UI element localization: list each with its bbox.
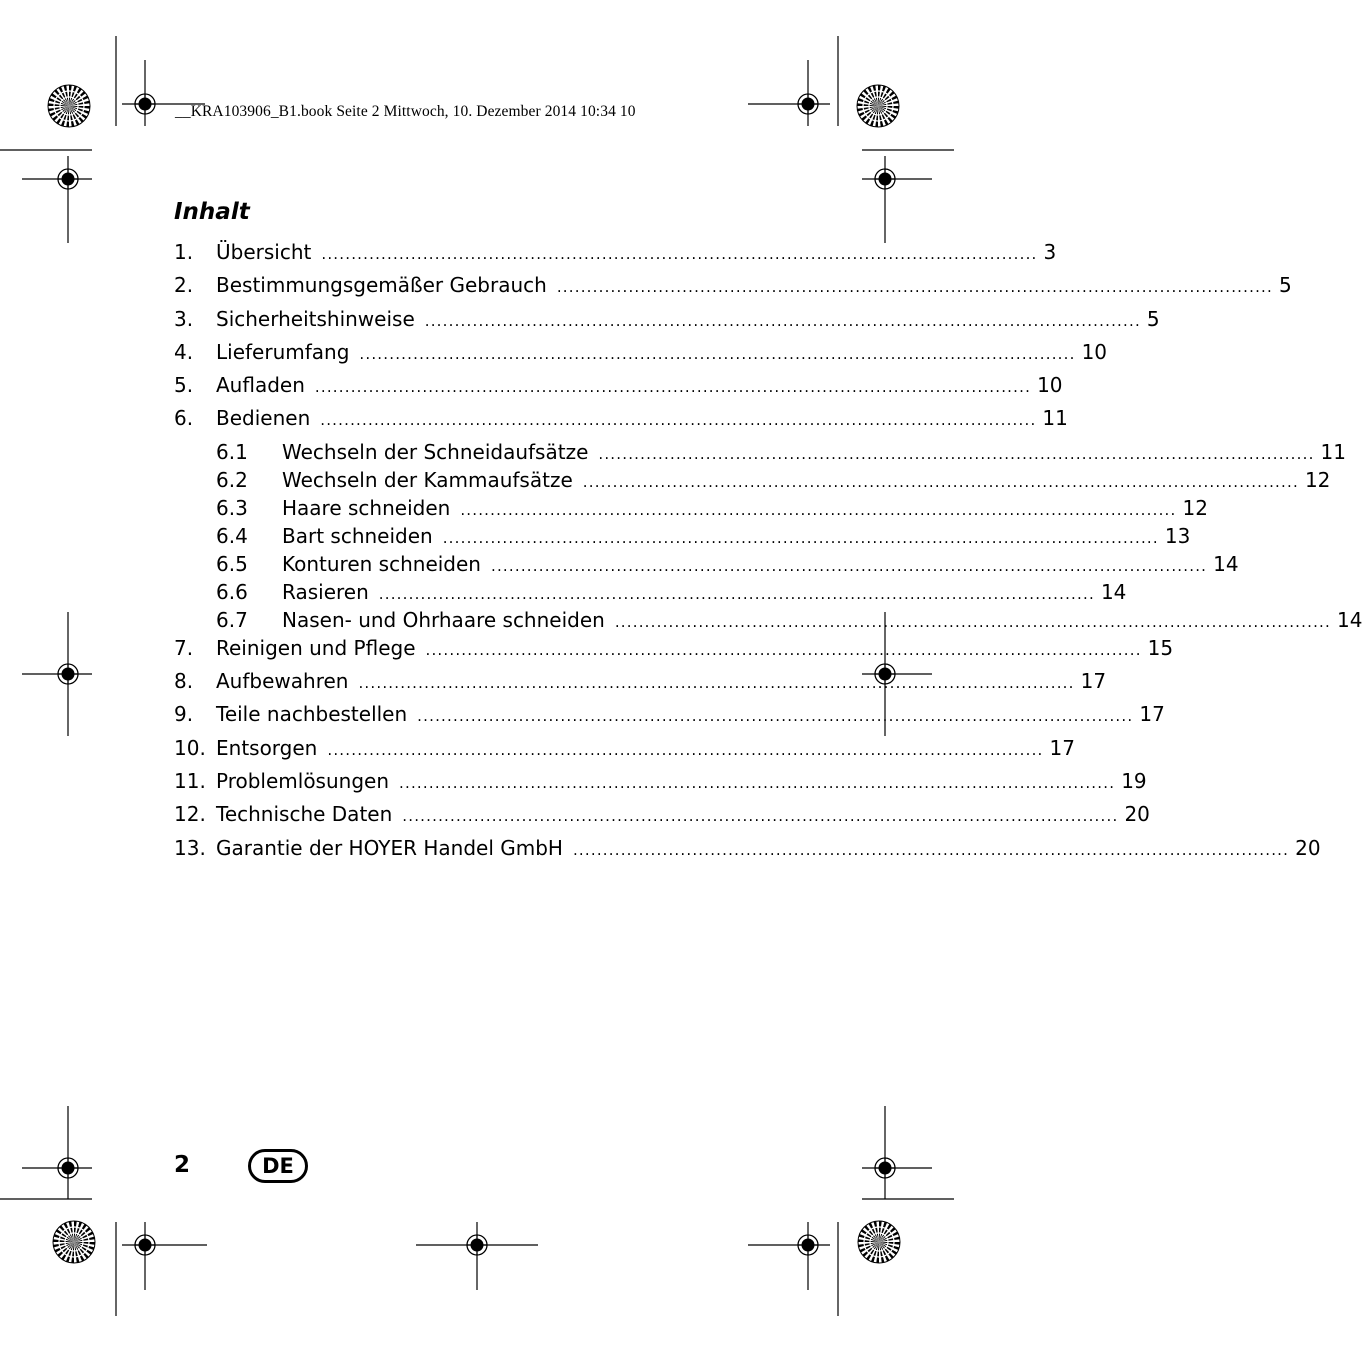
toc-entry-page: 11 [1320,439,1346,464]
dot-leader: ........................................................................................................................ [359,344,1076,363]
toc-entry-number: 6.2 [216,467,248,492]
toc-entry-number: 11. [174,768,206,793]
toc-entry-page: 17 [1049,735,1075,760]
toc-entry-page: 14 [1100,579,1127,604]
toc-entry-page: 14 [1337,607,1362,632]
toc-entry-number: 6.1 [216,439,248,464]
toc-entry-number: 10. [174,735,206,760]
dot-leader: ........................................................................................................................ [556,278,1273,297]
toc-entry-page: 17 [1080,669,1107,694]
toc-entry-label: Nasen- und Ohrhaare schneiden [282,607,605,632]
toc-entry [174,700,1165,733]
toc-title: Inhalt [174,199,250,225]
toc-entry-label: Problemlösungen [216,768,390,793]
toc-subentry [174,466,1331,494]
toc-entry-page: 14 [1213,551,1239,576]
toc-entry-label: Konturen schneiden [282,551,481,576]
toc-subentry [174,522,1191,550]
toc-entry-number: 6. [174,406,194,431]
toc-entry-page: 3 [1043,240,1057,264]
table-of-contents [174,238,1362,867]
dot-leader: ........................................................................................................................ [614,612,1331,631]
toc-subentry [174,578,1127,606]
toc-entry-label: Bedienen [216,406,311,431]
toc-entry-label: Sicherheitshinweise [216,306,415,331]
dot-leader: ........................................................................................................................ [402,807,1119,826]
toc-subentry [174,550,1239,578]
toc-entry-page: 20 [1295,835,1321,860]
toc-entry-number: 6.5 [216,551,248,576]
toc-entry [174,238,1057,271]
toc-entry-page: 19 [1121,768,1147,793]
dot-leader: ........................................................................................................................ [417,707,1134,726]
toc-entry-label: Bestimmungsgemäßer Gebrauch [216,273,547,298]
toc-subentry [174,494,1208,522]
toc-entry [174,634,1174,667]
dot-leader: ........................................................................................................................ [490,556,1208,575]
toc-entry-label: Reinigen und Pflege [216,635,416,660]
toc-entry-label: Übersicht [216,240,312,264]
toc-entry [174,271,1292,304]
toc-entry-label: Wechseln der Schneidaufsätze [282,439,589,464]
toc-entry [174,305,1160,338]
toc-entry-label: Wechseln der Kammaufsätze [282,467,573,492]
dot-leader: ........................................................................................................................ [314,378,1032,397]
toc-entry-page: 20 [1124,802,1150,827]
toc-entry-label: Haare schneiden [282,495,451,520]
print-info-header: __KRA103906_B1.book Seite 2 Mittwoch, 10. Dezember 2014 10:34 10 [175,103,636,120]
toc-entry-number: 6.6 [216,579,248,604]
language-badge: DE [248,1149,308,1183]
toc-entry-label: Bart schneiden [282,523,433,548]
toc-entry-page: 11 [1042,406,1068,431]
toc-entry-number: 12. [174,802,206,827]
toc-entry [174,404,1068,437]
dot-leader: ........................................................................................................................ [399,773,1116,792]
dot-leader: ........................................................................................................................ [460,500,1177,519]
toc-entry-number: 2. [174,273,194,298]
dot-leader: ........................................................................................................................ [598,444,1315,463]
dot-leader: ........................................................................................................................ [327,740,1044,759]
toc-entry-label: Rasieren [282,579,369,604]
toc-entry [174,767,1147,800]
toc-entry-page: 15 [1147,635,1174,660]
dot-leader: ........................................................................................................................ [442,528,1159,547]
toc-entry-number: 1. [174,240,194,264]
toc-entry-page: 12 [1304,467,1331,492]
toc-entry-label: Aufbewahren [216,669,349,694]
toc-entry-label: Garantie der HOYER Handel GmbH [216,835,563,860]
toc-entry-number: 6.7 [216,607,248,632]
toc-entry-page: 12 [1182,495,1208,520]
toc-entry-label: Lieferumfang [216,339,350,364]
toc-entry-number: 6.4 [216,523,248,548]
toc-entry-number: 4. [174,339,194,364]
dot-leader: ........................................................................................................................ [378,584,1095,603]
toc-entry-number: 5. [174,373,194,398]
dot-leader: ........................................................................................................................ [424,311,1141,330]
toc-subentry [174,606,1362,634]
toc-entry-number: 7. [174,635,194,660]
toc-entry-label: Technische Daten [216,802,393,827]
dot-leader: ........................................................................................................................ [320,411,1037,430]
toc-entry [174,667,1107,700]
toc-entry [174,338,1108,371]
toc-entry-page: 10 [1081,339,1108,364]
toc-subentry [174,438,1346,466]
dot-leader: ........................................................................................................................ [572,840,1290,859]
toc-entry-page: 5 [1279,273,1292,298]
dot-leader: ........................................................................................................................ [425,640,1142,659]
toc-entry [174,734,1075,767]
page-number: 2 [174,1152,191,1178]
toc-entry-page: 13 [1164,523,1191,548]
toc-entry-number: 13. [174,835,206,860]
toc-entry-number: 8. [174,669,194,694]
toc-entry [174,800,1150,833]
dot-leader: ........................................................................................................................ [358,674,1075,693]
toc-entry-number: 6.3 [216,495,248,520]
toc-entry-number: 9. [174,702,194,727]
toc-entry-label: Teile nachbestellen [216,702,408,727]
dot-leader: ........................................................................................................................ [582,472,1299,491]
dot-leader: ........................................................................................................................ [321,245,1038,263]
toc-entry-number: 3. [174,306,194,331]
toc-entry-page: 17 [1139,702,1165,727]
toc-entry-label: Aufladen [216,373,305,398]
toc-entry-page: 10 [1037,373,1063,398]
toc-entry [174,834,1321,867]
toc-entry [174,371,1063,404]
toc-entry-label: Entsorgen [216,735,318,760]
toc-entry-page: 5 [1146,306,1160,331]
